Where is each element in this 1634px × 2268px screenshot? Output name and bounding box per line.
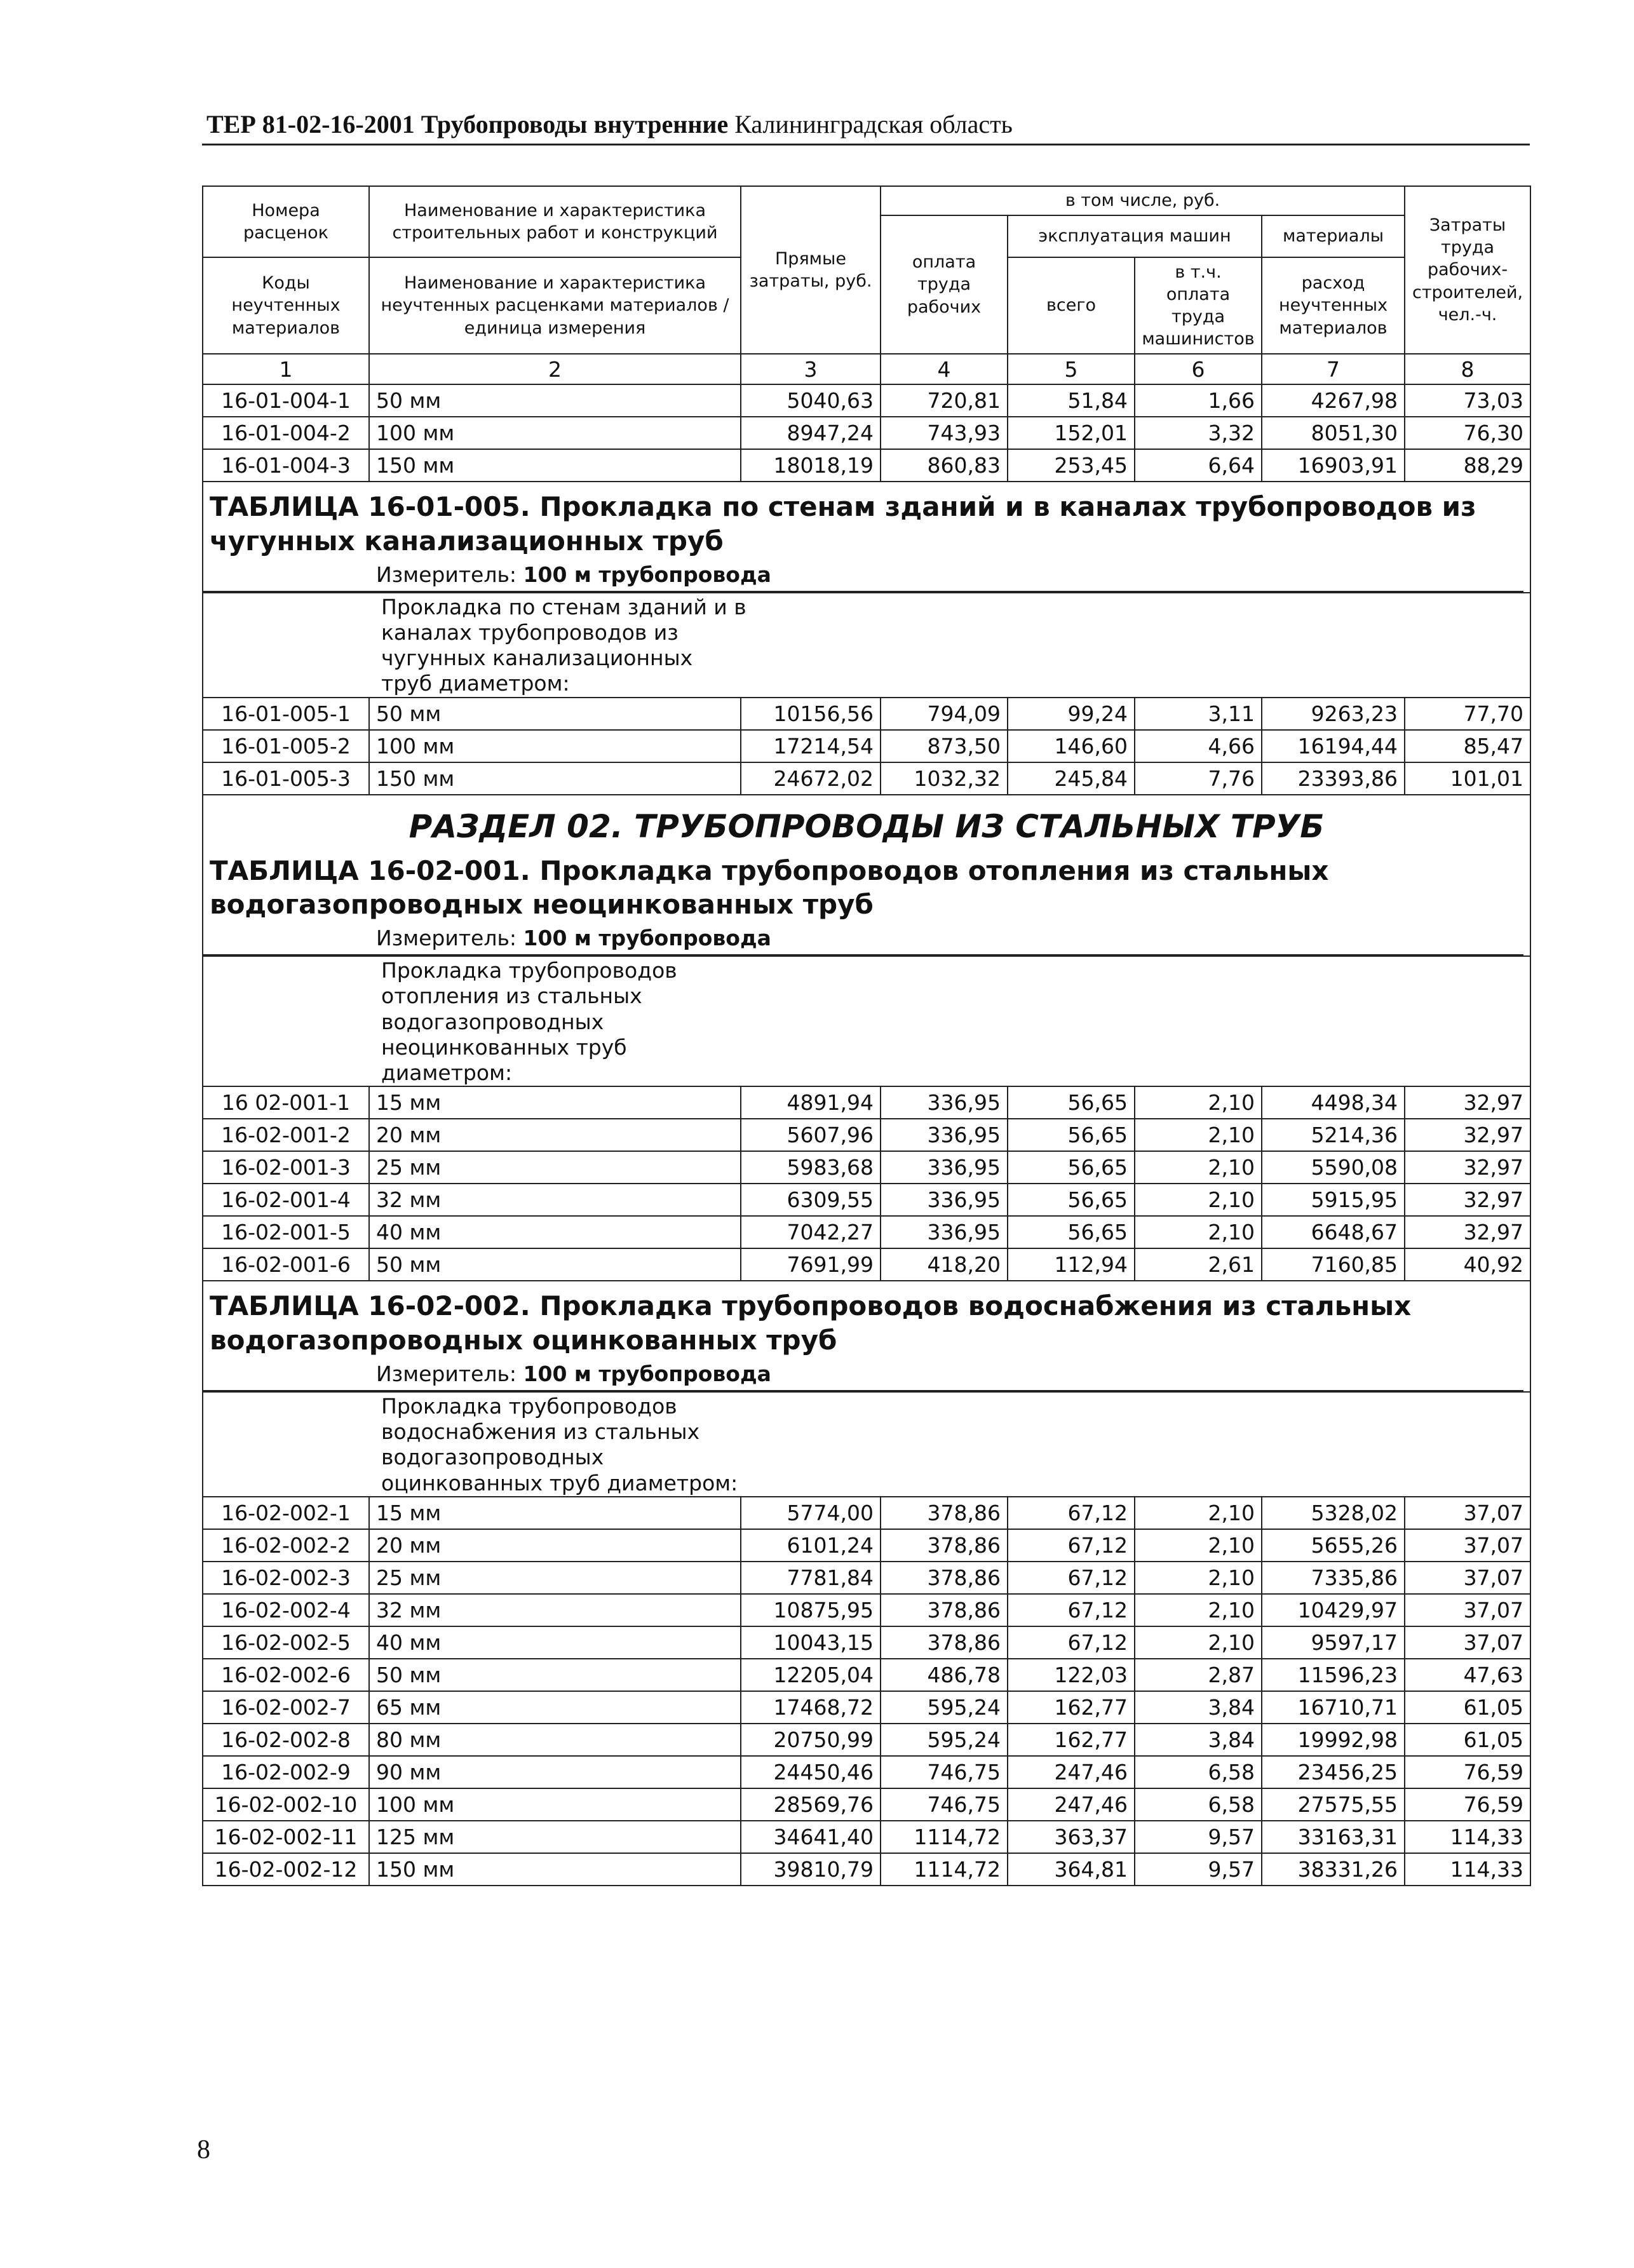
row-direct-cost: 24672,02 [741,762,881,795]
row-labor-hours: 32,97 [1405,1086,1530,1119]
row-name: 20 мм [369,1119,741,1151]
row-material-cost: 23456,25 [1262,1756,1405,1788]
row-labor-hours: 32,97 [1405,1216,1530,1248]
row-material-cost: 38331,26 [1262,1853,1405,1886]
table-row [203,1184,1530,1216]
row-direct-cost: 7781,84 [741,1562,881,1594]
row-name: 32 мм [369,1184,741,1216]
measure-unit [376,1361,1523,1386]
table-row [203,1562,1530,1594]
row-code: 16-01-005-1 [203,698,369,730]
row-name: 50 мм [369,698,741,730]
row-direct-cost: 8947,24 [741,417,881,449]
row-machine-cost: 67,12 [1008,1529,1135,1562]
row-labor-hours: 114,33 [1405,1821,1530,1853]
row-direct-cost: 18018,19 [741,449,881,482]
row-labor-hours: 37,07 [1405,1529,1530,1562]
row-material-cost: 33163,31 [1262,1821,1405,1853]
row-machinist-pay: 2,10 [1135,1086,1262,1119]
row-material-cost: 11596,23 [1262,1659,1405,1691]
row-name: 50 мм [369,1248,741,1281]
row-machine-cost: 122,03 [1008,1659,1135,1691]
row-code: 16-02-002-7 [203,1691,369,1724]
row-labor-hours: 32,97 [1405,1151,1530,1184]
row-code: 16-02-002-9 [203,1756,369,1788]
row-name: 125 мм [369,1821,741,1853]
row-direct-cost: 4891,94 [741,1086,881,1119]
row-labor-hours: 37,07 [1405,1562,1530,1594]
row-labor-pay: 1032,32 [881,762,1008,795]
measure-unit [376,926,1523,950]
materials-header: материалы [1262,215,1405,257]
row-labor-pay: 794,09 [881,698,1008,730]
row-machinist-pay: 7,76 [1135,762,1262,795]
row-machine-cost: 99,24 [1008,698,1135,730]
col-1-bottom-header: Коды неучтенных материалов [203,257,369,354]
section-title: РАЗДЕЛ 02. ТРУБОПРОВОДЫ ИЗ СТАЛЬНЫХ ТРУБ [408,807,1325,845]
column-number: 3 [741,354,881,384]
column-number-row [203,354,1530,384]
document-title-region: Калининградская область [734,110,1013,138]
table-title-row [203,1281,1530,1392]
description-row [203,593,1530,698]
row-code: 16-02-002-1 [203,1497,369,1529]
row-labor-pay: 378,86 [881,1562,1008,1594]
row-code: 16-02-001-5 [203,1216,369,1248]
table-description: Прокладка трубопроводов отопления из стальных водогазопроводных неоцинкованных труб диаметром: [381,958,677,1085]
row-machine-cost: 67,12 [1008,1497,1135,1529]
row-direct-cost: 39810,79 [741,1853,881,1886]
row-machinist-pay: 6,64 [1135,449,1262,482]
row-code: 16-01-004-2 [203,417,369,449]
row-name: 40 мм [369,1216,741,1248]
row-name: 15 мм [369,1497,741,1529]
table-heading: Прокладка по стенам зданий и в каналах трубопроводов из чугунных канализационных труб [210,491,1476,557]
row-machinist-pay: 2,10 [1135,1216,1262,1248]
row-code: 16-02-002-8 [203,1724,369,1756]
col-6-header: в т.ч. оплата труда машинистов [1135,257,1262,354]
row-labor-hours: 37,07 [1405,1497,1530,1529]
table-row [203,417,1530,449]
table-label: ТАБЛИЦА 16-02-002. [210,1290,530,1322]
row-code: 16-02-001-3 [203,1151,369,1184]
meter-rule [203,954,1523,955]
row-name: 80 мм [369,1724,741,1756]
row-name: 50 мм [369,384,741,417]
row-code: 16-01-004-3 [203,449,369,482]
document-title [206,109,1013,139]
row-direct-cost: 17214,54 [741,730,881,762]
row-labor-pay: 378,86 [881,1529,1008,1562]
row-machine-cost: 247,46 [1008,1788,1135,1821]
table-row [203,1216,1530,1248]
row-machine-cost: 112,94 [1008,1248,1135,1281]
row-labor-pay: 378,86 [881,1594,1008,1626]
row-machine-cost: 162,77 [1008,1724,1135,1756]
row-labor-pay: 595,24 [881,1691,1008,1724]
row-material-cost: 9597,17 [1262,1626,1405,1659]
row-machinist-pay: 9,57 [1135,1821,1262,1853]
row-direct-cost: 10156,56 [741,698,881,730]
row-labor-pay: 860,83 [881,449,1008,482]
row-direct-cost: 20750,99 [741,1724,881,1756]
row-machine-cost: 67,12 [1008,1594,1135,1626]
row-name: 150 мм [369,1853,741,1886]
row-machine-cost: 67,12 [1008,1626,1135,1659]
row-labor-hours: 61,05 [1405,1724,1530,1756]
row-material-cost: 5915,95 [1262,1184,1405,1216]
row-machine-cost: 162,77 [1008,1691,1135,1724]
row-labor-pay: 336,95 [881,1184,1008,1216]
table-label: ТАБЛИЦА 16-01-005. [210,491,530,522]
row-machine-cost: 67,12 [1008,1562,1135,1594]
row-machinist-pay: 3,84 [1135,1691,1262,1724]
col-2-top-header: Наименование и характеристика строительных работ и конструкций [369,186,741,257]
column-number: 1 [203,354,369,384]
row-code: 16-01-005-3 [203,762,369,795]
row-code: 16-01-004-1 [203,384,369,417]
row-machine-cost: 363,37 [1008,1821,1135,1853]
price-table [202,186,1531,1886]
row-material-cost: 4267,98 [1262,384,1405,417]
row-labor-hours: 77,70 [1405,698,1530,730]
row-name: 90 мм [369,1756,741,1788]
table-row [203,698,1530,730]
table-title-16-02-002 [210,1281,1523,1358]
row-name: 32 мм [369,1594,741,1626]
row-labor-pay: 336,95 [881,1119,1008,1151]
row-machinist-pay: 2,10 [1135,1594,1262,1626]
row-labor-hours: 114,33 [1405,1853,1530,1886]
row-code: 16 02-001-1 [203,1086,369,1119]
row-material-cost: 8051,30 [1262,417,1405,449]
row-machine-cost: 56,65 [1008,1119,1135,1151]
title-rule [202,144,1530,145]
table-row [203,1756,1530,1788]
row-name: 15 мм [369,1086,741,1119]
row-machine-cost: 364,81 [1008,1853,1135,1886]
measure-unit-value: 100 м трубопровода [523,926,771,950]
row-machinist-pay: 2,10 [1135,1529,1262,1562]
page-number: 8 [197,2135,210,2164]
row-direct-cost: 5607,96 [741,1119,881,1151]
row-labor-pay: 873,50 [881,730,1008,762]
row-material-cost: 9263,23 [1262,698,1405,730]
row-name: 50 мм [369,1659,741,1691]
table-row [203,1626,1530,1659]
row-machine-cost: 245,84 [1008,762,1135,795]
table-description: Прокладка по стенам зданий и в каналах трубопроводов из чугунных канализационных труб диаметром: [381,594,746,696]
row-machinist-pay: 2,10 [1135,1119,1262,1151]
row-direct-cost: 6101,24 [741,1529,881,1562]
table-row [203,1119,1530,1151]
row-labor-hours: 61,05 [1405,1691,1530,1724]
description-row [203,1392,1530,1497]
row-name: 25 мм [369,1151,741,1184]
row-direct-cost: 12205,04 [741,1659,881,1691]
price-table-body [203,186,1530,1886]
row-direct-cost: 10043,15 [741,1626,881,1659]
row-machine-cost: 51,84 [1008,384,1135,417]
table-row [203,1248,1530,1281]
row-name: 100 мм [369,417,741,449]
table-row [203,762,1530,795]
row-name: 25 мм [369,1562,741,1594]
row-code: 16-02-002-11 [203,1821,369,1853]
column-number: 4 [881,354,1008,384]
table-row [203,1594,1530,1626]
row-code: 16-02-002-12 [203,1853,369,1886]
table-row [203,1659,1530,1691]
row-machinist-pay: 2,10 [1135,1497,1262,1529]
row-machinist-pay: 2,10 [1135,1562,1262,1594]
table-row [203,1086,1530,1119]
row-direct-cost: 7042,27 [741,1216,881,1248]
row-code: 16-02-002-2 [203,1529,369,1562]
table-row [203,1529,1530,1562]
row-labor-hours: 101,01 [1405,762,1530,795]
column-number: 7 [1262,354,1405,384]
row-code: 16-02-001-4 [203,1184,369,1216]
table-title-16-01-005 [210,482,1523,558]
col-2-bottom-header: Наименование и характеристика неучтенных расценками материалов / единица измерения [369,257,741,354]
table-row [203,730,1530,762]
row-labor-hours: 76,30 [1405,417,1530,449]
row-machinist-pay: 2,87 [1135,1659,1262,1691]
col-3-header: Прямые затраты, руб. [741,186,881,354]
header-row-1 [203,186,1530,215]
table-heading: Прокладка трубопроводов водоснабжения из стальных водогазопроводных оцинкованных труб [210,1290,1412,1356]
row-labor-hours: 73,03 [1405,384,1530,417]
row-material-cost: 23393,86 [1262,762,1405,795]
table-title-row [203,482,1530,593]
row-labor-pay: 336,95 [881,1151,1008,1184]
column-number: 5 [1008,354,1135,384]
meter-rule [203,1390,1523,1391]
row-labor-pay: 486,78 [881,1659,1008,1691]
row-code: 16-01-005-2 [203,730,369,762]
document-title-main: ТЕР 81-02-16-2001 Трубопроводы внутренние [206,110,729,138]
table-row [203,449,1530,482]
row-labor-pay: 418,20 [881,1248,1008,1281]
row-code: 16-02-001-2 [203,1119,369,1151]
table-row [203,1497,1530,1529]
row-direct-cost: 5774,00 [741,1497,881,1529]
table-row [203,1691,1530,1724]
column-number: 8 [1405,354,1530,384]
col-5-header: всего [1008,257,1135,354]
table-row [203,1724,1530,1756]
measure-unit-label: Измеритель: [376,562,517,587]
exploit-header: эксплуатация машин [1008,215,1262,257]
section-row [203,795,1530,957]
col-8-header: Затраты труда рабочих-строителей, чел.-ч. [1405,186,1530,354]
row-material-cost: 16194,44 [1262,730,1405,762]
row-machinist-pay: 6,58 [1135,1788,1262,1821]
row-machine-cost: 253,45 [1008,449,1135,482]
description-row [203,956,1530,1086]
row-labor-hours: 40,92 [1405,1248,1530,1281]
row-name: 150 мм [369,449,741,482]
row-material-cost: 6648,67 [1262,1216,1405,1248]
row-direct-cost: 28569,76 [741,1788,881,1821]
table-row [203,1853,1530,1886]
table-row [203,1821,1530,1853]
row-machine-cost: 152,01 [1008,417,1135,449]
row-labor-hours: 32,97 [1405,1119,1530,1151]
row-name: 40 мм [369,1626,741,1659]
row-name: 100 мм [369,730,741,762]
row-labor-pay: 336,95 [881,1086,1008,1119]
row-code: 16-02-001-6 [203,1248,369,1281]
row-direct-cost: 17468,72 [741,1691,881,1724]
row-machinist-pay: 3,84 [1135,1724,1262,1756]
meter-rule [203,591,1523,592]
row-code: 16-02-002-5 [203,1626,369,1659]
row-machinist-pay: 3,32 [1135,417,1262,449]
row-machinist-pay: 9,57 [1135,1853,1262,1886]
col-4-header: оплата труда рабочих [881,215,1008,354]
measure-unit-label: Измеритель: [376,1361,517,1386]
row-material-cost: 5590,08 [1262,1151,1405,1184]
row-labor-hours: 76,59 [1405,1788,1530,1821]
row-direct-cost: 34641,40 [741,1821,881,1853]
row-labor-pay: 1114,72 [881,1821,1008,1853]
row-machinist-pay: 2,10 [1135,1626,1262,1659]
row-labor-hours: 88,29 [1405,449,1530,482]
row-material-cost: 16903,91 [1262,449,1405,482]
row-machinist-pay: 6,58 [1135,1756,1262,1788]
row-material-cost: 19992,98 [1262,1724,1405,1756]
row-material-cost: 16710,71 [1262,1691,1405,1724]
row-labor-hours: 32,97 [1405,1184,1530,1216]
table-row [203,1788,1530,1821]
row-material-cost: 5328,02 [1262,1497,1405,1529]
row-name: 100 мм [369,1788,741,1821]
incl-header: в том числе, руб. [881,186,1405,215]
row-machine-cost: 56,65 [1008,1216,1135,1248]
row-machinist-pay: 2,10 [1135,1184,1262,1216]
row-material-cost: 5214,36 [1262,1119,1405,1151]
row-code: 16-02-002-10 [203,1788,369,1821]
measure-unit-value: 100 м трубопровода [523,1361,771,1386]
measure-unit-label: Измеритель: [376,926,517,950]
row-material-cost: 5655,26 [1262,1529,1405,1562]
row-labor-pay: 336,95 [881,1216,1008,1248]
row-material-cost: 7160,85 [1262,1248,1405,1281]
row-machinist-pay: 4,66 [1135,730,1262,762]
row-machine-cost: 56,65 [1008,1184,1135,1216]
row-machine-cost: 56,65 [1008,1086,1135,1119]
row-material-cost: 7335,86 [1262,1562,1405,1594]
column-number: 2 [369,354,741,384]
column-number: 6 [1135,354,1262,384]
row-labor-hours: 76,59 [1405,1756,1530,1788]
col-1-top-header: Номера расценок [203,186,369,257]
row-direct-cost: 10875,95 [741,1594,881,1626]
row-material-cost: 27575,55 [1262,1788,1405,1821]
table-heading: Прокладка трубопроводов отопления из стальных водогазопроводных неоцинкованных труб [210,854,1329,921]
row-labor-pay: 378,86 [881,1626,1008,1659]
row-labor-pay: 378,86 [881,1497,1008,1529]
measure-unit-value: 100 м трубопровода [523,562,771,587]
table-row [203,384,1530,417]
row-labor-hours: 85,47 [1405,730,1530,762]
measure-unit [376,562,1523,587]
row-name: 65 мм [369,1691,741,1724]
table-title-16-02-001 [210,854,1523,922]
row-direct-cost: 5983,68 [741,1151,881,1184]
row-labor-pay: 746,75 [881,1788,1008,1821]
row-code: 16-02-002-6 [203,1659,369,1691]
row-direct-cost: 6309,55 [741,1184,881,1216]
row-labor-hours: 37,07 [1405,1626,1530,1659]
row-direct-cost: 7691,99 [741,1248,881,1281]
row-name: 20 мм [369,1529,741,1562]
row-machine-cost: 56,65 [1008,1151,1135,1184]
table-description: Прокладка трубопроводов водоснабжения из стальных водогазопроводных оцинкованных труб диаметром: [381,1393,738,1495]
row-direct-cost: 24450,46 [741,1756,881,1788]
row-machinist-pay: 2,61 [1135,1248,1262,1281]
row-labor-pay: 743,93 [881,417,1008,449]
row-code: 16-02-002-3 [203,1562,369,1594]
row-machine-cost: 247,46 [1008,1756,1135,1788]
row-material-cost: 4498,34 [1262,1086,1405,1119]
row-code: 16-02-002-4 [203,1594,369,1626]
row-labor-pay: 1114,72 [881,1853,1008,1886]
row-labor-pay: 746,75 [881,1756,1008,1788]
col-7-header: расход неучтенных материалов [1262,257,1405,354]
row-machinist-pay: 3,11 [1135,698,1262,730]
row-labor-pay: 720,81 [881,384,1008,417]
row-machinist-pay: 2,10 [1135,1151,1262,1184]
row-material-cost: 10429,97 [1262,1594,1405,1626]
row-name: 150 мм [369,762,741,795]
row-direct-cost: 5040,63 [741,384,881,417]
table-row [203,1151,1530,1184]
row-machine-cost: 146,60 [1008,730,1135,762]
row-machinist-pay: 1,66 [1135,384,1262,417]
row-labor-hours: 47,63 [1405,1659,1530,1691]
row-labor-pay: 595,24 [881,1724,1008,1756]
table-label: ТАБЛИЦА 16-02-001. [210,854,530,886]
row-labor-hours: 37,07 [1405,1594,1530,1626]
